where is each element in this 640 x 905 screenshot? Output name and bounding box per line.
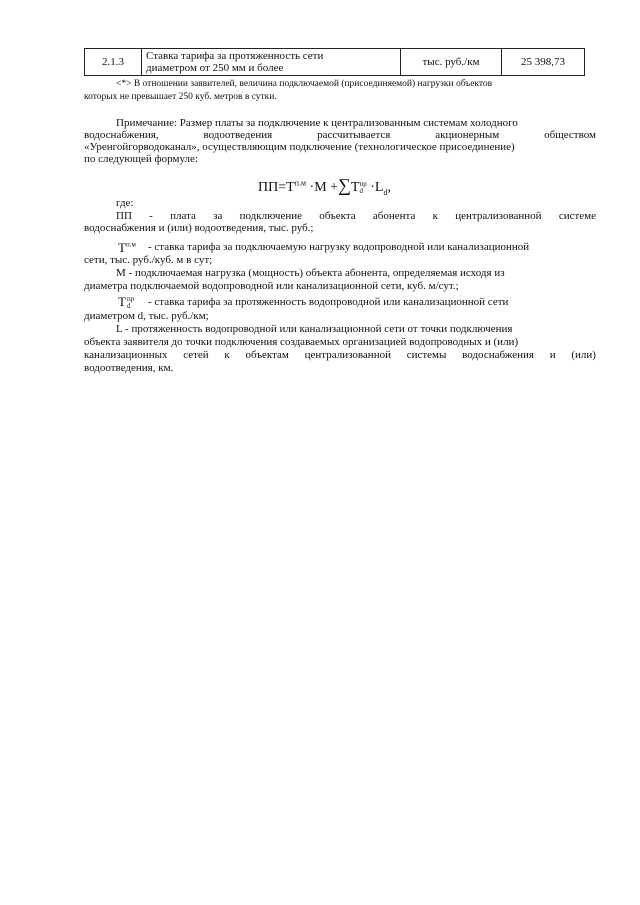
row-name-line2: диаметром от 250 мм и более xyxy=(146,62,284,74)
row-value: 25 398,73 xyxy=(502,49,585,76)
where-label: где: xyxy=(116,197,134,209)
footnote-line2: которых не превышает 250 куб. метров в сутки. xyxy=(84,92,277,102)
def-word: абонента xyxy=(372,210,416,222)
formula-lhs: ПП xyxy=(258,180,279,195)
def-word: канализационных xyxy=(84,349,168,361)
def-word: ПП xyxy=(116,210,132,222)
footnote-line1: <*> В отношении заявителей, величина подключаемой (присоединяемой) нагрузки объектов xyxy=(116,79,493,89)
note-word: водоснабжения, xyxy=(84,129,159,141)
formula-dot: · xyxy=(309,180,315,195)
def-t-line1: - ставка тарифа за подключаемую нагрузку водопроводной или канализационной xyxy=(148,241,530,253)
formula-eq: = xyxy=(278,180,287,195)
def-t-line2: сети, тыс. руб./куб. м в сут; xyxy=(84,254,213,266)
formula-l-sub: d xyxy=(383,187,388,197)
formula-l: L xyxy=(374,180,384,195)
def-word: плата xyxy=(170,210,196,222)
formula-dot: · xyxy=(370,180,375,195)
formula-plus: + xyxy=(330,180,339,195)
td-symbol-letter: Т xyxy=(118,294,126,309)
table-row xyxy=(85,49,585,76)
formula-t: Т xyxy=(286,180,295,195)
def-td-line2: диаметром d, тыс. руб./км; xyxy=(84,310,209,322)
def-l-line1: L - протяженность водопроводной или канализационной сети от точки подключения xyxy=(116,323,513,335)
tariff-table xyxy=(84,48,585,76)
def-m-line2: диаметра подключаемой водопроводной или канализационной сети, куб. м/сут.; xyxy=(84,280,459,292)
formula-t2-sup: пр xyxy=(359,179,367,188)
def-word: и xyxy=(549,349,556,361)
note-word: рассчитывается xyxy=(317,129,391,141)
note-word: водоотведения xyxy=(203,129,273,141)
def-word: централизованной xyxy=(304,349,391,361)
note-line3: «Уренгойгорводоканал», осуществляющим подключение (технологическое присоединение) xyxy=(84,141,515,153)
def-word: к xyxy=(432,210,438,222)
def-word: системе xyxy=(558,210,596,222)
def-td-line1: - ставка тарифа за протяженность водопроводной или канализационной сети xyxy=(148,296,509,308)
row-name xyxy=(142,49,401,76)
def-word: системы xyxy=(406,349,447,361)
row-unit: тыс. руб./км xyxy=(401,49,502,76)
def-word: водоснабжения xyxy=(462,349,534,361)
def-word: к xyxy=(224,349,230,361)
def-l-line2: объекта заявителя до точки подключения создаваемых организацией водопроводных и (или) xyxy=(84,336,519,348)
fee-formula xyxy=(258,175,391,197)
formula-m: M xyxy=(314,180,327,195)
td-symbol xyxy=(118,294,134,310)
def-word: подключение xyxy=(239,210,302,222)
def-word: - xyxy=(149,210,153,222)
formula-t-sup: п.м xyxy=(294,178,307,188)
formula-comma: , xyxy=(387,180,391,195)
def-l-line4: водоотведения, км. xyxy=(84,362,174,374)
formula-sum: ∑ xyxy=(338,175,351,195)
def-word: за xyxy=(213,210,223,222)
def-m-line1: М - подключаемая нагрузка (мощность) объекта абонента, определяемая исходя из xyxy=(116,267,505,279)
t-symbol-letter: Т xyxy=(118,240,126,255)
def-word: централизованной xyxy=(455,210,542,222)
note-word: обществом xyxy=(544,129,596,141)
row-number: 2.1.3 xyxy=(85,49,142,76)
def-word: объекта xyxy=(319,210,356,222)
formula-t2-sub: d xyxy=(359,186,363,195)
td-symbol-sub: d xyxy=(126,302,131,311)
formula-t2: Т xyxy=(350,180,360,195)
def-word: объектам xyxy=(245,349,289,361)
note-word: акционерным xyxy=(435,129,500,141)
note-line1: Примечание: Размер платы за подключение к централизованным системам холодного xyxy=(116,117,518,129)
row-name-line1: Ставка тарифа за протяженность сети xyxy=(146,50,324,62)
t-symbol-sup: п.м xyxy=(125,240,136,249)
td-symbol-sup: пр xyxy=(126,295,135,304)
note-line4: по следующей формуле: xyxy=(84,153,198,165)
def-pp-line2: водоснабжения и (или) водоотведения, тыс. руб.; xyxy=(84,222,314,234)
def-word: сетей xyxy=(183,349,209,361)
def-l-line3 xyxy=(84,349,596,362)
def-word: (или) xyxy=(571,349,596,361)
